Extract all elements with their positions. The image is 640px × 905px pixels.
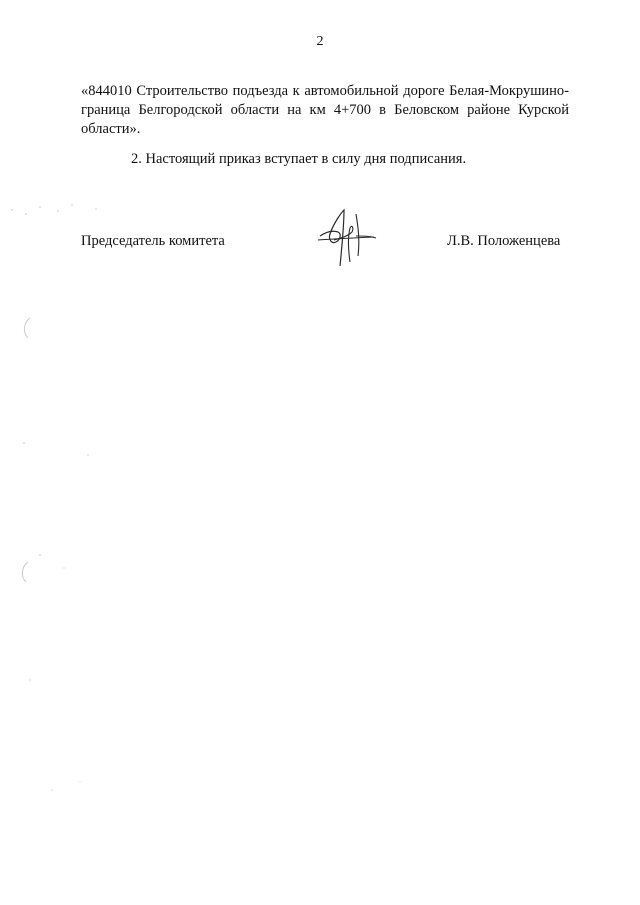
signature-image: [312, 206, 382, 272]
paragraph-project-title: «844010 Строительство подъезда к автомобильной дороге Белая-Мокрушино-граница Белгородской области на км 4+700 в Беловском районе Курской области».: [81, 83, 569, 137]
page-number: 2: [316, 34, 324, 49]
signer-title: Председатель комитета: [81, 233, 225, 249]
paragraph-effective-date: 2. Настоящий приказ вступает в силу дня подписания.: [131, 151, 467, 167]
signer-name: Л.В. Положенцева: [447, 233, 561, 249]
